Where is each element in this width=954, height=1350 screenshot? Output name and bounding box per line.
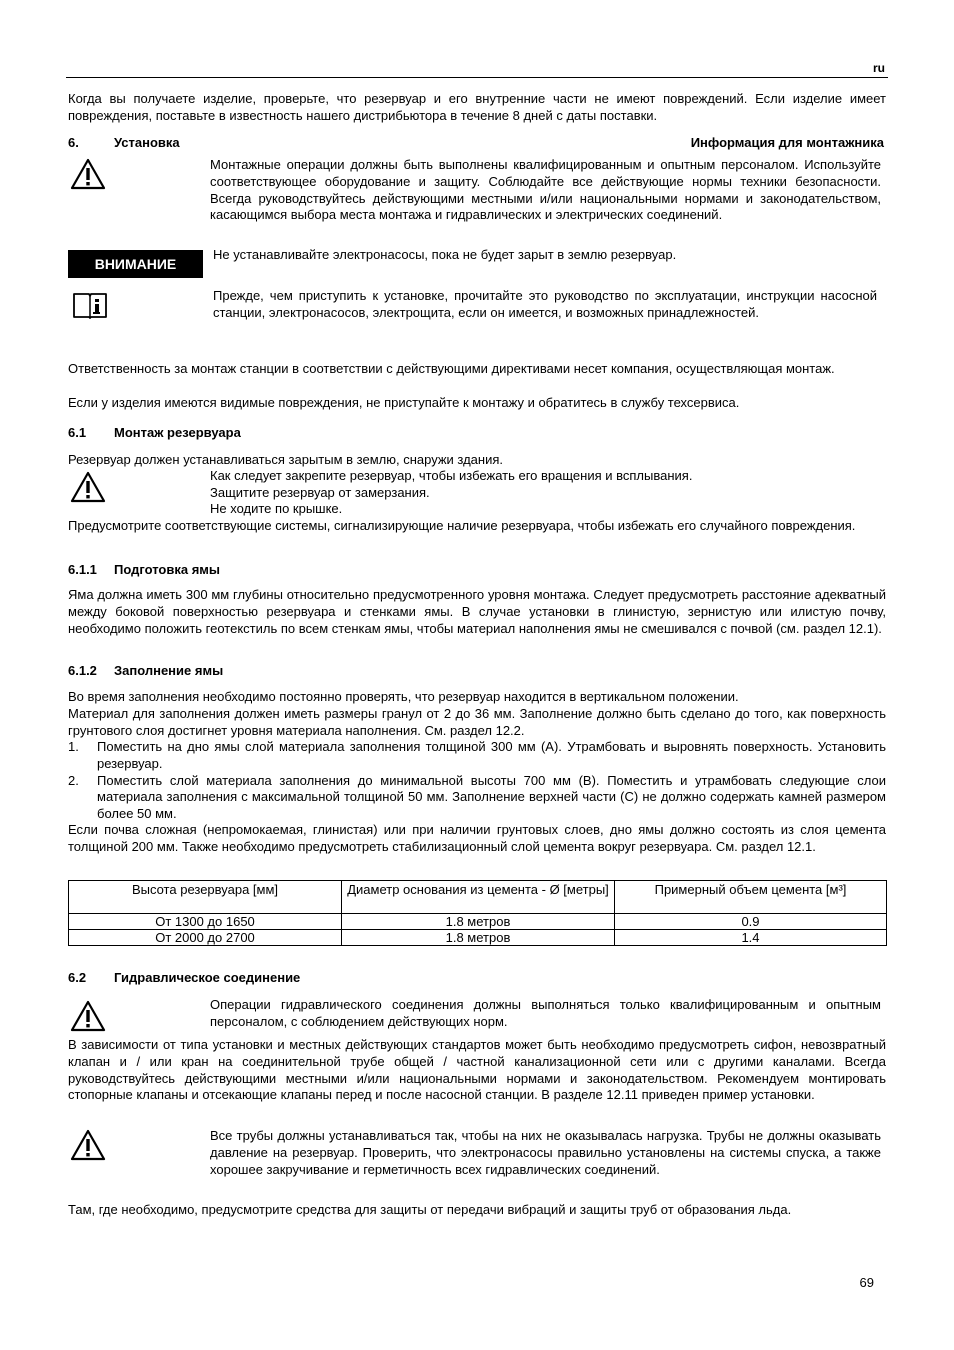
attention-label: ВНИМАНИЕ [68,250,203,278]
table-cell: 0.9 [615,914,887,930]
section-6-heading [68,135,180,152]
attention-text: Не устанавливайте электронасосы, пока не будет зарыт в землю резервуар. [213,247,677,262]
section-6-1-2-heading [68,663,223,680]
installer-warning: Монтажные операции должны быть выполнены квалифицированным и опытным персоналом. Используйте соответствующее оборудование и защиту. Соблюдайте все действующие нормы техники безопасности. Всегда руководствуйтесь действующими местными и/или национальными нормами и законодательством, касающимся выбора места монтажа и гидравлических и электрических соединений. [210,157,881,223]
hydraulic-paragraph: В зависимости от типа установки и местных действующих стандартов может быть необходимо предусмотреть сифон, невозвратный клапан и / или кран на соединительной трубе общей / частной канализационной сети или с другими каналами. Всегда руководствуйтесь действующими местными и/или национальными нормами и законодательством. Рекомендуем монтировать стопорные клапаны и отсекающие клапаны перед и после насосной станции. В разделе 12.11 приведен пример установки. [68,1037,886,1103]
list-item-text: Поместить на дно ямы слой материала заполнения толщиной 300 мм (A). Утрамбовать и выровнять поверхность. Установить резервуар. [97,739,886,771]
tank-warning-2: Защитите резервуар от замерзания. [210,485,430,500]
section-number: 6.1.1 [68,562,97,577]
header-rule [66,77,888,78]
cement-table [68,880,887,946]
list-item-number: 1. [68,739,79,754]
warning-icon [70,158,106,190]
section-title: Гидравлическое соединение [114,970,301,985]
section-6-audience: Информация для монтажника [690,135,884,150]
read-manual-note: Прежде, чем приступить к установке, прочитайте это руководство по эксплуатации, инструкции насосной станции, электронасосов, электрощита, если он имеется, и возможных принадлежностей. [213,288,877,320]
warning-icon [70,471,106,503]
list-item-text: Поместить слой материала заполнения до минимальной высоты 700 мм (B). Поместить и утрамбовать следующие слои материала заполнения с максимальной толщиной 50 мм. Заполнение верхней части (C) не должно содержать камней размером более 50 мм. [97,772,886,822]
section-6-1-1-heading [68,562,220,579]
table-header-cell: Диаметр основания из цемента - Ø [метры] [342,881,615,914]
section-number: 6.1 [68,425,87,440]
manual-book-icon [72,291,108,319]
page-number: 69 [859,1275,874,1290]
table-cell: 1.8 метров [342,930,615,946]
section-number: 6. [68,135,79,150]
tank-warning-3: Не ходите по крышке. [210,501,343,516]
cement-paragraph: Если почва сложная (непромокаемая, глинистая) или при наличии грунтовых слоев, дно ямы должно состоять из слоя цемента толщиной 200 мм. Также необходимо предусмотреть стабилизационный слой цемента вокруг резервуара. См. раздел 12.1. [68,822,886,854]
filling-paragraph-2: Материал для заполнения должен иметь размеры гранул от 2 до 36 мм. Заполнение должно быть сделано до того, как поверхность грунтового слоя достигнет уровня материала наполнения. См. раздел 12.2. [68,706,886,738]
section-6-2-heading [68,970,300,987]
section-number: 6.1.2 [68,663,97,678]
section-title: Заполнение ямы [114,663,224,678]
table-header-cell: Примерный объем цемента [м³] [615,881,887,914]
hydraulic-warning: Операции гидравлического соединения должны выполняться только квалифицированным и опытным персоналом, с соблюдением действующих норм. [210,997,881,1029]
section-title: Подготовка ямы [114,562,221,577]
pipes-warning: Все трубы должны устанавливаться так, чтобы на них не оказывалась нагрузка. Трубы не должны оказывать давление на резервуар. Проверить, что электронасосы правильно установлены на системы спуска, а также хорошее закручивание и герметичность всех гидравлических соединений. [210,1128,881,1177]
tank-paragraph: Резервуар должен устанавливаться зарытым в землю, снаружи здания. [68,452,503,467]
section-title: Монтаж резервуара [114,425,241,440]
section-title: Установка [114,135,180,150]
table-row [69,930,887,946]
damage-paragraph: Если у изделия имеются видимые повреждения, не приступайте к монтажу и обратитесь в службу техсервиса. [68,395,740,410]
section-6-1-heading [68,425,241,442]
list-item [68,773,886,823]
language-code: ru [873,61,885,75]
vibration-paragraph: Там, где необходимо, предусмотрите средства для защиты от передачи вибраций и защиты труб от образования льда. [68,1202,792,1217]
table-cell: 1.4 [615,930,887,946]
warning-icon [70,1129,106,1161]
filling-steps-list [68,739,886,823]
table-header-row [69,881,887,914]
table-header-cell: Высота резервуара [мм] [69,881,342,914]
tank-warning-1: Как следует закрепите резервуар, чтобы избежать его вращения и всплывания. [210,468,693,483]
section-number: 6.2 [68,970,87,985]
responsibility-paragraph: Ответственность за монтаж станции в соответствии с действующими директивами несет компания, осуществляющая монтаж. [68,361,835,376]
warning-icon [70,1000,106,1032]
table-cell: 1.8 метров [342,914,615,930]
signaling-paragraph: Предусмотрите соответствующие системы, сигнализирующие наличие резервуара, чтобы избежать его случайного повреждения. [68,518,856,533]
table-cell: От 2000 до 2700 [69,930,342,946]
intro-paragraph: Когда вы получаете изделие, проверьте, что резервуар и его внутренние части не имеют повреждений. Если изделие имеет повреждения, поставьте в известность нашего дистрибьютора в течение 8 дней с даты поставки. [68,91,886,123]
pit-paragraph: Яма должна иметь 300 мм глубины относительно предусмотренного уровня монтажа. Следует предусмотреть расстояние адекватный между боковой поверхностью резервуара и стенками ямы. В случае установки в глинистую, зернистую или илистую почву, необходимо положить геотекстиль по всем стенкам ямы, чтобы материал наполнения ямы не смешивался с почвой (см. раздел 12.1). [68,587,886,636]
table-cell: От 1300 до 1650 [69,914,342,930]
table-row [69,914,887,930]
list-item [68,739,886,773]
filling-paragraph-1: Во время заполнения необходимо постоянно проверять, что резервуар находится в вертикальном положении. [68,689,739,704]
list-item-number: 2. [68,772,79,788]
